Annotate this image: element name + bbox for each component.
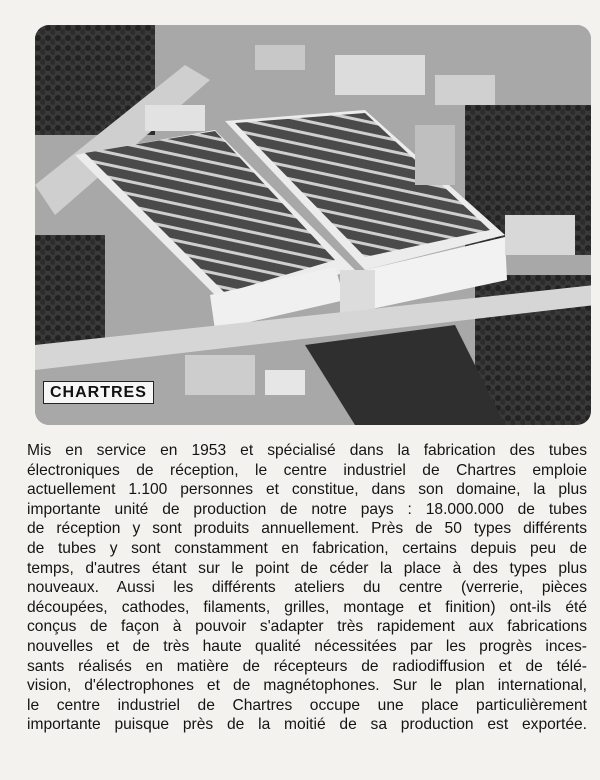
article-line: de tubes y sont constamment en fabrication, certains depuis peu de xyxy=(27,539,587,557)
article-line: importante unité de production de notre pays : 18.000.000 de tubes xyxy=(27,500,587,518)
article-line: vision, d'électrophones et de magnétophones. Sur le plan international, xyxy=(27,677,587,695)
article-line: importante puisque près de la moitié de sa production est exportée. xyxy=(27,716,587,734)
article-line: actuellement 1.100 personnes et constitue, dans son domaine, la plus xyxy=(27,481,587,499)
article-line: électroniques de réception, le centre industriel de Chartres emploie xyxy=(27,461,587,479)
article-line: conçus de façon à pouvoir s'adapter très rapidement aux fabrications xyxy=(27,618,587,636)
aerial-photo xyxy=(35,25,591,425)
photo-caption-label: CHARTRES xyxy=(43,381,154,404)
article-line: découpées, cathodes, filaments, grilles, montage et finition) ont-ils été xyxy=(27,598,587,616)
factory-aerial-image xyxy=(35,25,591,425)
article-line: Mis en service en 1953 et spécialisé dans la fabrication des tubes xyxy=(27,442,587,459)
article-line: de réception y sont produits annuellement. Près de 50 types différents xyxy=(27,520,587,538)
article-line: temps, d'autres étant sur le point de céder la place à des types plus xyxy=(27,559,587,577)
article-line: nouveaux. Aussi les différents ateliers du centre (verrerie, pièces xyxy=(27,579,587,597)
article-line: le centre industriel de Chartres occupe une place particulièrement xyxy=(27,696,587,714)
article-line: nouvelles et de très haute qualité nécessitées par les progrès inces- xyxy=(27,637,587,655)
article-body xyxy=(27,441,587,735)
article-line: sants réalisés en matière de récepteurs de radiodiffusion et de télé- xyxy=(27,657,587,675)
